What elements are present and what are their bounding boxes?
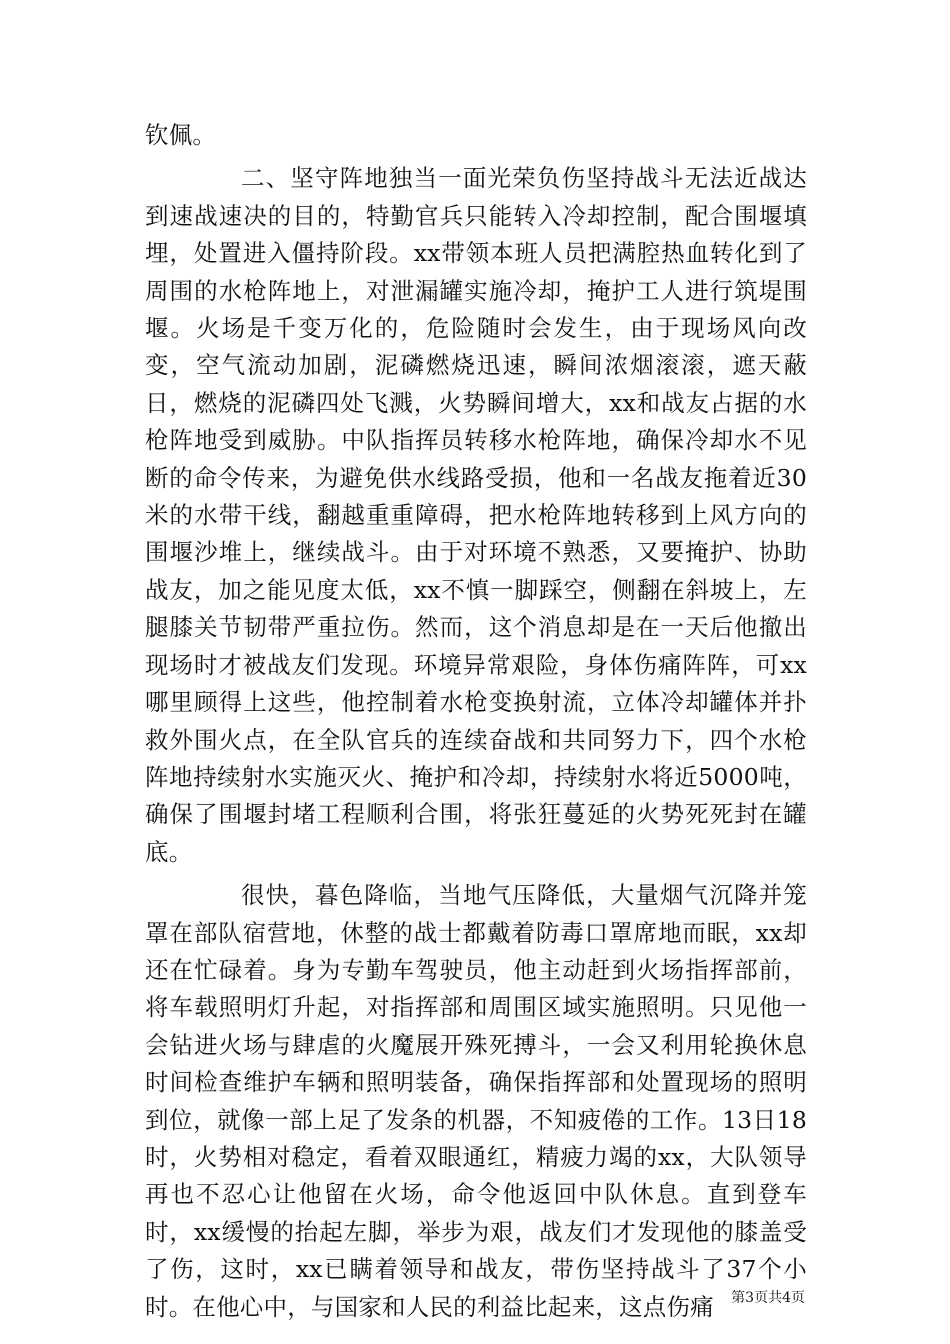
paragraph-section-two: 二、坚守阵地独当一面光荣负伤坚持战斗无法近战达到速战速决的目的，特勤官兵只能转入冷却控制，配合围堰填埋，处置进入僵持阶段。xx带领本班人员把满腔热血转化到了周围的水枪阵地上，对泄漏罐实施冷却，掩护工人进行筑堤围堰。火场是千变万化的，危险随时会发生，由于现场风向改变，空气流动加剧，泥磷燃烧迅速，瞬间浓烟滚滚，遮天蔽日，燃烧的泥磷四处飞溅，火势瞬间增大，xx和战友占据的水枪阵地受到威胁。中队指挥员转移水枪阵地，确保冷却水不见断的命令传来，为避免供水线路受损，他和一名战友拖着近30米的水带干线，翻越重重障碍，把水枪阵地转移到上风方向的围堰沙堆上，继续战斗。由于对环境不熟悉，又要掩护、协助战友，加之能见度太低，xx不慎一脚踩空，侧翻在斜坡上，左腿膝关节韧带严重拉伤。然而，这个消息却是在一天后他撤出现场时才被战友们发现。环境异常艰险，身体伤痛阵阵，可xx哪里顾得上这些，他控制着水枪变换射流，立体冷却罐体并扑救外围火点，在全队官兵的连续奋战和共同努力下，四个水枪阵地持续射水实施灭火、掩护和冷却，持续射水将近5000吨，确保了围堰封堵工程顺利合围，将张狂蔓延的火势死死封在罐底。 bbox=[145, 164, 807, 866]
page-number: 第3页共4页 bbox=[731, 1290, 805, 1306]
paragraph-continuation: 钦佩。 bbox=[145, 121, 217, 149]
paragraph-dusk: 很快，暮色降临，当地气压降低，大量烟气沉降并笼罩在部队宿营地，休整的战士都戴着防毒口罩席地而眠，xx却还在忙碌着。身为专勤车驾驶员，他主动赶到火场指挥部前，将车载照明灯升起，对指挥部和周围区域实施照明。只见他一会钻进火场与肆虐的火魔展开殊死搏斗，一会又利用轮换休息时间检查维护车辆和照明装备，确保指挥部和处置现场的照明到位，就像一部上足了发条的机器，不知疲倦的工作。13日18时，火势相对稳定，看着双眼通红，精疲力竭的xx，大队领导再也不忍心让他留在火场，命令他返回中队休息。直到登车时，xx缓慢的抬起左脚，举步为艰，战友们才发现他的膝盖受了伤，这时，xx已瞒着领导和战友，带伤坚持战斗了37个小时。在他心中，与国家和人民的利益比起来，这点伤痛 bbox=[145, 881, 807, 1321]
document-body bbox=[145, 117, 807, 1326]
